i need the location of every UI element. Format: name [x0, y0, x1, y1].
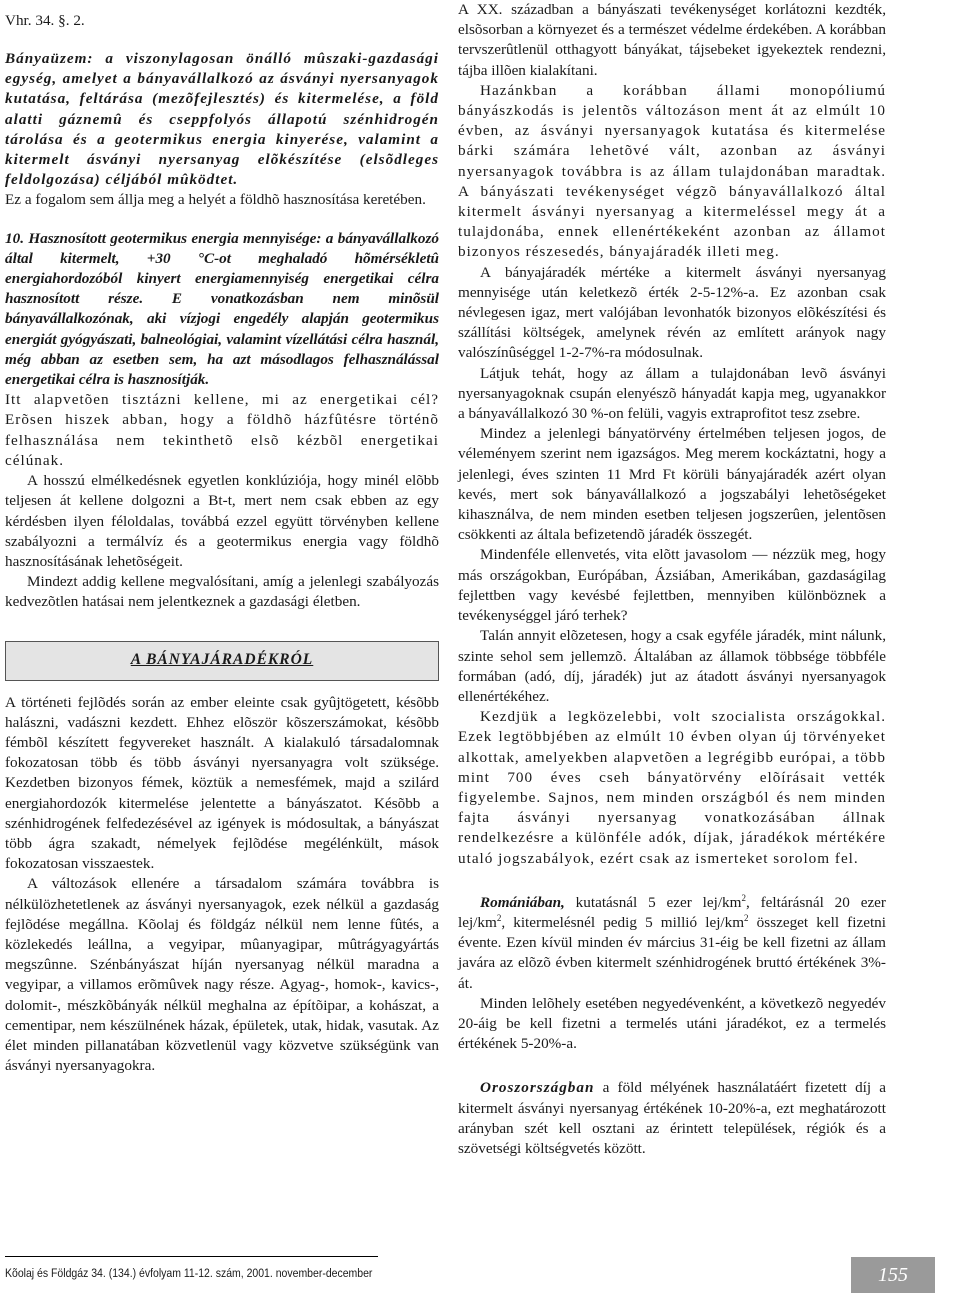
country-russia: Oroszországban [480, 1079, 595, 1097]
body-paragraph: A hosszú elmélkedésnek egyetlen konklúziója, hogy minél elõbb teljesen át kellene dolgozni a Bt-t, mert nem csak ebben az egy kérdésben ilyen féloldalas, továbbá ezzel együtt törvényben kellene szabályozni a termálvíz és a geotermikus energia vagy földhõ hasznosításának lehetõségeit. [5, 472, 439, 570]
body-paragraph: Mindenféle ellenvetés, vita elõtt javasolom — nézzük meg, hogy más országokban, Európában, Ázsiában, Amerikában, gazdaságilag fejlettben vagy kevésbé fejlettben, mennyiben különböznek a tevékenységgel járó terhek? [458, 546, 886, 625]
regulation-reference: Vhr. 34. §. 2. [5, 11, 85, 29]
body-paragraph: A változások ellenére a társadalom számára továbbra is nélkülözhetetlenek az ásványi nyersanyagok, ezek nélkül a gazdaság fejlõdése megállna. Kõolaj és földgáz nélkül nem lenne fûtés, a közlekedés leállna, a vegyipar, mûanyagipar, mûtrágyagyártás megszûnne. Szénbányászat híján nyersanyag nélkül maradna a vegyipar, a villamos erõmûvek nagy része. Agyag-, homok-, kavics-, dolomit-, mészkõbányák nélkül meghalna az építõipar, a kohászat, a cementipar, nem készülnének házak, épületek, utak, hidak, vasutak. Az élet minden pillanatában közvetlenül vagy közvetve szükségünk van ásványi nyersanyagokra. [5, 875, 439, 1075]
body-paragraph: A XX. században a bányászati tevékenységet korlátozni kezdték, elsõsorban a környezet és a természet védelme érdekében. A korábban tervszerûtlenül otthagyott bányákat, tájsebeket igyekeztek rendezni, tájba illõen kialakítani. [458, 1, 886, 79]
body-paragraph: Látjuk tehát, hogy az állam a tulajdonában levõ ásványi nyersanyagoknak csupán elenyészõ hányadát kapja meg, ugyanakkor a bányavállalkozó 30 %-on felüli, vagyis extraprofitot tesz zsebre. [458, 364, 886, 423]
definition-geothermal-energy: 10. Hasznosított geotermikus energia mennyisége: a bányavállalkozó által kitermelt, +30 °C-ot meghaladó hõmérsékletû energiahordozóból kinyert energiamennyiség energetikai célra hasznosított része. E vonatkozásban nem minõsül bányavállalkozónak, aki vízjogi engedély alapján geotermikus energiát gyógyászati, balneológiai, valamint vízellátási célra használ, még abban az esetben sem, ha azt másodlagos felhasználással energetikai célra is hasznosítják. [5, 229, 439, 389]
body-paragraph: Mindezt addig kellene megvalósítani, amíg a jelenlegi szabályozás kedvezõtlen hatásai nem jelentkeznek a gazdasági életben. [5, 573, 439, 611]
romania-paragraph: Romániában, kutatásnál 5 ezer lej/$km^2$, feltárásnál 20 ezer lej/$km^2$, kitermelésnél pedig 5 millió lej/$km^2$ összeget kell fizetni évente. Ezen kívül minden év március 31-éig be kell fizetni az állam javára az elõzõ évben kitermelt szénhidrogének bruttó értékének 3%-át. [458, 892, 886, 992]
body-paragraph: Itt alapvetõen tisztázni kellene, mi az energetikai cél? Erõsen hiszek abban, hogy a földhõ házfûtésre történõ felhasználása nem tekinthetõ elsõ kézbõl energetikai célúnak. [5, 391, 439, 469]
body-paragraph: Mindez a jelenlegi bányatörvény értelmében teljesen jogos, de véleményem szerint nem igazságos. Meg merem kockáztatni, hogy a jelenlegi, éves szinten 11 Mrd Ft körüli bányajáradék azért olyan kevés, mert sok bányavállalkozó a jogszabályi lehetõségeket kihasználva, de nem minden esetben teljesen jogszerûen, jelentõsen csökkenti az általa befizetendõ járadék összegét. [458, 425, 886, 544]
country-romania: Romániában, [480, 893, 565, 911]
definition-mining-plant: Bányaüzem: a viszonylagosan önálló mûszaki-gazdasági egység, amelyet a bányavállalkozó az ásványi nyersanyagok kutatása, feltárása (mezõfejlesztés) és kitermelése, a föld alatti gáznemû és cseppfolyós állapotú szénhidrogén tárolása és a geotermikus energia kinyerése, valamint a kitermelt ásványi nyersanyag elõkészítése (elsõdleges feldolgozása) céljából mûködtet. [5, 50, 439, 189]
body-paragraph: Kezdjük a legközelebbi, volt szocialista országokkal. Ezek legtöbbjében az elmúlt 10 évben olyan új törvényeket alkottak, amelyekben alapvetõen a legrégibb európai, a több mint 700 éves cseh bányatörvény elõírásait vették figyelembe. Sajnos, nem minden országból és nem minden fajta ásványi nyersanyag vonatkozásában állnak rendelkezésre a különféle adók, díjak, járadékok mértékére utaló jogszabályok, ezért csak az ismerteket sorolom fel. [458, 708, 886, 867]
left-column [5, 0, 439, 1076]
body-paragraph: A bányajáradék mértéke a kitermelt ásványi nyersanyag mennyisége után keletkezõ érték 2-5-12%-a. Ez azonban csak névlegesen igaz, mert valójában levonhatók bizonyos elõkészítési és szállítási költségek, amelynek révén az említett arányok nagy valószínûséggel 1-2-7%-ra módosulnak. [458, 263, 886, 362]
body-paragraph: Talán annyit elõzetesen, hogy a csak egyféle járadék, mint nálunk, szinte sehol sem jellemzõ. Általában az államok többsége többféle formában (adó, díj, járadék) jut az átadott ásványi nyersanyagok ellenértékéhez. [458, 627, 886, 705]
body-paragraph: Minden lelõhely esetében negyedévenként, a következõ negyedév 20-áig be kell fizetni a termelés utáni járadékot, ez a termelés értékének 5-20%-a. [458, 994, 886, 1053]
russia-paragraph: Oroszországban a föld mélyének használatáért fizetett díj a kitermelt ásványi nyersanyag értékének 10-20%-a, ezt meghatározott arányban szét kell osztani az érintett települések, régiók és a szövetségi költségvetés között. [458, 1079, 886, 1157]
body-paragraph: A történeti fejlõdés során az ember eleinte csak gyûjtögetett, késõbb halászni, vadászni kezdett. Ehhez elõször kõszerszámokat, késõbb fémbõl készített fegyvereket használt. A kialakuló társadalomnak fokozatosan több és több ásványi nyersanyagra volt szüksége. Kezdetben bizonyos fémek, köztük a nemesfémek, majd a szilárd energiahordozók kitermelése jelentette a bányászatot. Késõbb a szénhidrogének felfedezésével az igények is módosultak, a bányászat több ágra szakadt, némelyek fejlõdése megélénkült, mások fokozatosan visszaestek. [5, 693, 439, 873]
footer-divider [5, 1256, 378, 1257]
right-column [458, 0, 886, 1159]
section-heading-box [5, 641, 439, 681]
page-number: 155 [851, 1257, 935, 1293]
body-paragraph: Hazánkban a korábban állami monopóliumú bányászkodás is jelentõs változáson ment át az elmúlt 10 évben, az ásványi nyersanyagok kutatása és kitermelése bárki számára lehetõvé vált, azonban az ásványi nyersanyagok továbbra is az állam tulajdonában maradtak. A bányászati tevékenységet végzõ bányavállalkozó által kitermelt ásványi nyersanyag a kitermeléssel megy át a tulajdonába, ennek ellenértékeként azonban az államot bizonyos részesedés, bányajáradék illeti meg. [458, 81, 886, 261]
footer-journal: Kõolaj és Földgáz 34. (134.) évfolyam 11-12. szám, 2001. november-december [5, 1266, 373, 1280]
comment-paragraph: Ez a fogalom sem állja meg a helyét a földhõ hasznosítása keretében. [5, 191, 426, 209]
section-heading: A BÁNYAJÁRADÉKRÓL [130, 651, 314, 669]
